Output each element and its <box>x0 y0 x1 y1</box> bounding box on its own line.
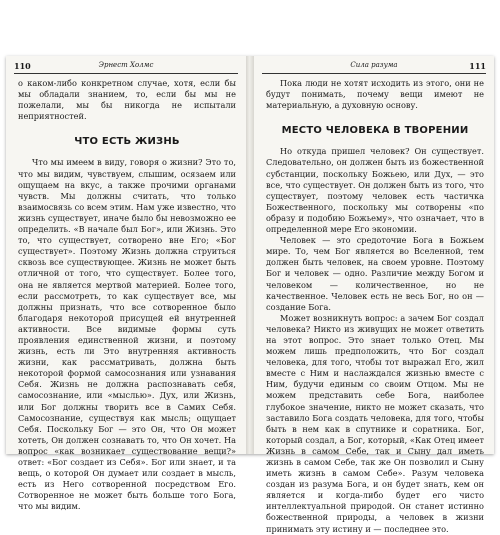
right-page-body <box>266 78 484 535</box>
left-section-heading: ЧТО ЕСТЬ ЖИЗНЬ <box>74 136 180 148</box>
left-page-number: 110 <box>14 61 31 71</box>
left-running-title: Эрнест Холмс <box>98 61 154 69</box>
right-section-heading: МЕСТО ЧЕЛОВЕКА В ТВОРЕНИИ <box>281 125 469 137</box>
left-page <box>6 56 246 512</box>
right-running-title: Сила разума <box>350 61 398 69</box>
left-intro-paragraph: о каком-либо конкретном случае, хотя, если бы мы обладали знанием, то, если бы мы не пожелали, мы бы никогда не испытали неприятностей. <box>18 78 236 122</box>
right-page-number: 111 <box>469 61 486 71</box>
right-paragraph: Человек — это средоточие Бога в Божьем мире. То, чем Бог является во Вселенной, тем должен быть человек, на своем уровне. Поэтому Бог и человек — одно. Различие между Богом и человеком — количественное, но не качественное. Человек есть не весь Бог, но он — создание Бога. <box>266 235 484 312</box>
right-paragraph: Но откуда пришел человек? Он существует. Следовательно, он должен быть из божественной субстанции, поскольку Божьею, или Дух, — это все, что существует. Он должен быть из того, что существует, поэтому человек есть частичка Божественного, поскольку мы сотворены «по образу и подобию Божьему», что означает, что в определенной мере Его экономии. <box>266 146 484 235</box>
open-book <box>6 56 494 534</box>
right-intro-paragraph: Пока люди не хотят исходить из этого, они не будут понимать, почему вещи имеют не материальную, а духовную основу. <box>266 78 484 111</box>
book-gutter <box>246 56 254 454</box>
left-running-head <box>14 61 238 74</box>
right-paragraph: Может возникнуть вопрос: а зачем Бог создал человека? Никто из живущих не может ответить на этот вопрос. Это знает только Отец. Мы можем лишь предположить, что Бог создал человека, для того, чтобы тот выражал Его, жил вместе с Ним и наслаждался жизнью вместе с Ним, будучи единым со своим Отцом. Мы не можем представить себе Бога, наиболее глубокое значение, никто не может сказать, что заставило Бога создать человека, для того, чтобы быть в нем как в спутнике и соратника. Бог, который создал, а Бог, который, «Как Отец имеет Жизнь в самом Себе, так и Сыну дал иметь жизнь в самом Себе, так же Он позволил и Сыну иметь жизнь в самом Себе». Разум человека создан из разума Бога, и он будет знать, кем он является и когда-либо будет его чисто интеллектуальной природой. Он станет истинно божественной природы, а человек в жизни принимать эту истину и — последнее это. <box>266 312 484 534</box>
right-running-head <box>262 61 486 74</box>
left-paragraph: Что мы имеем в виду, говоря о жизни? Это то, что мы видим, чувствуем, слышим, осязаем или ощущаем на вкус, а также прочими органами чувств. Мы должны считать, что только взаимосвязь со всем этим. Нам уже известно, что жизнь существует, иначе было бы невозможно ее определить. «В начале был Бог», или Жизнь. Это то, что существует, сотворено вне Его; «Бог существует». Поэтому Жизнь должна струиться сквозь все существующее. Жизнь не может быть отличной от того, что существует. Более того, она не является мертвой материей. Более того, если рассмотреть, то как существует все, мы должны признать, что все сотворенное было благодаря некоторой присущей ей внутренней активности. Все видимые формы суть проявления единственной жизни, и поэтому жизнь, есть ли Это внутренняя активность жизни, как рассматривать, должна быть некоторой формой самосознания или узнавания Себя. Жизнь не должна распознавать себя, самосознание, или «мыслью». Дух, или Жизнь, или Бог должны творить все в Самих Себя. Самосознание, существуя как мысль; ощущает Себя. Поскольку Бог — это Он, что Он может хотеть, Он должен сознавать то, что Он хочет. На вопрос «как возникает существование вещи?» ответ: «Бог создает из Себя». Бог или знает, и та вещь, о которой Он думает или создает в мысль, есть из Него сотворенной посредством Его. Сотворенное не может быть больше того Бога, что мы видим. <box>18 157 236 512</box>
right-page <box>254 56 494 534</box>
left-page-body <box>18 78 236 512</box>
